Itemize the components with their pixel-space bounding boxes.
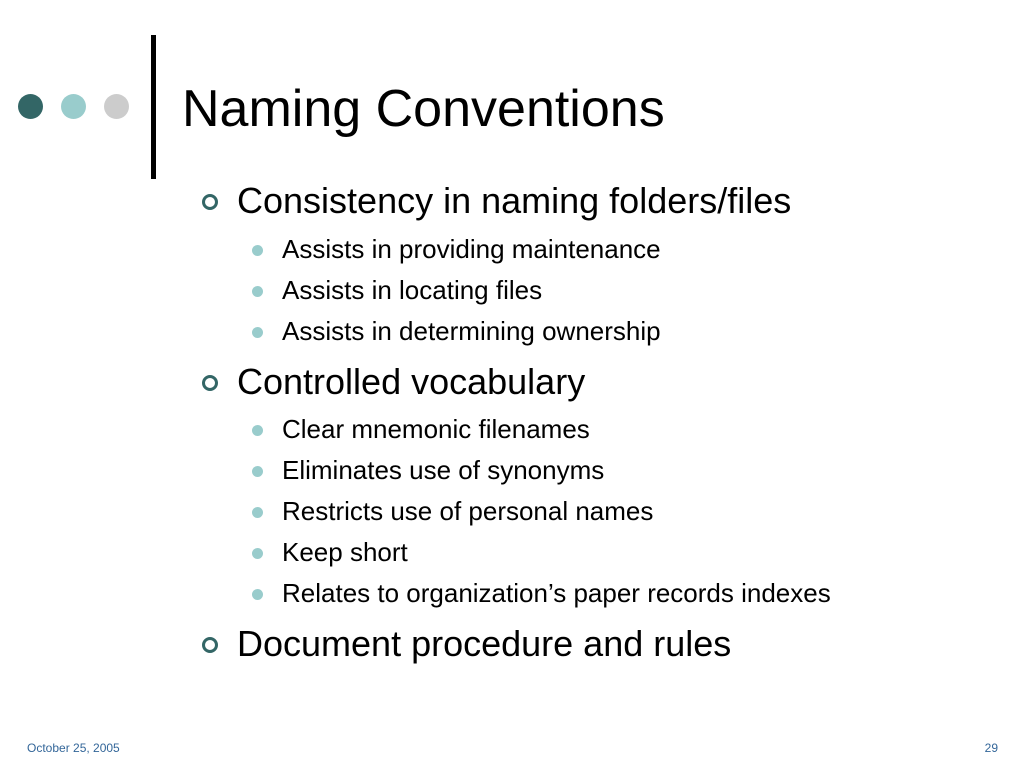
bullet-text: Controlled vocabulary: [237, 361, 586, 402]
footer-date: October 25, 2005: [27, 741, 120, 755]
sub-bullet-text: Assists in locating files: [282, 275, 543, 305]
footer-page-number: 29: [984, 741, 998, 755]
sub-bullet-text: Restricts use of personal names: [282, 496, 654, 526]
sub-bullet-text: Keep short: [282, 537, 408, 567]
bullet-text: Consistency in naming folders/files: [237, 180, 792, 221]
decorative-dot-dark: [18, 94, 43, 119]
sub-bullet-text: Eliminates use of synonyms: [282, 455, 605, 485]
decorative-dot-mid: [61, 94, 86, 119]
ring-bullet-icon: [202, 375, 218, 391]
ring-bullet-icon: [202, 637, 218, 653]
bullet-text: Document procedure and rules: [237, 623, 732, 664]
dot-bullet-icon: [252, 589, 263, 600]
slide-title: Naming Conventions: [182, 80, 665, 138]
dot-bullet-icon: [252, 425, 263, 436]
dot-bullet-icon: [252, 245, 263, 256]
sub-bullet-text: Assists in providing maintenance: [282, 234, 661, 264]
ring-bullet-icon: [202, 194, 218, 210]
dot-bullet-icon: [252, 507, 263, 518]
sub-bullet-text: Clear mnemonic filenames: [282, 414, 590, 444]
dot-bullet-icon: [252, 548, 263, 559]
dot-bullet-icon: [252, 327, 263, 338]
sub-bullet-text: Relates to organization’s paper records indexes: [282, 578, 831, 608]
decorative-dot-light: [104, 94, 129, 119]
title-divider-rule: [151, 35, 156, 179]
sub-bullet-text: Assists in determining ownership: [282, 316, 661, 346]
dot-bullet-icon: [252, 466, 263, 477]
dot-bullet-icon: [252, 286, 263, 297]
